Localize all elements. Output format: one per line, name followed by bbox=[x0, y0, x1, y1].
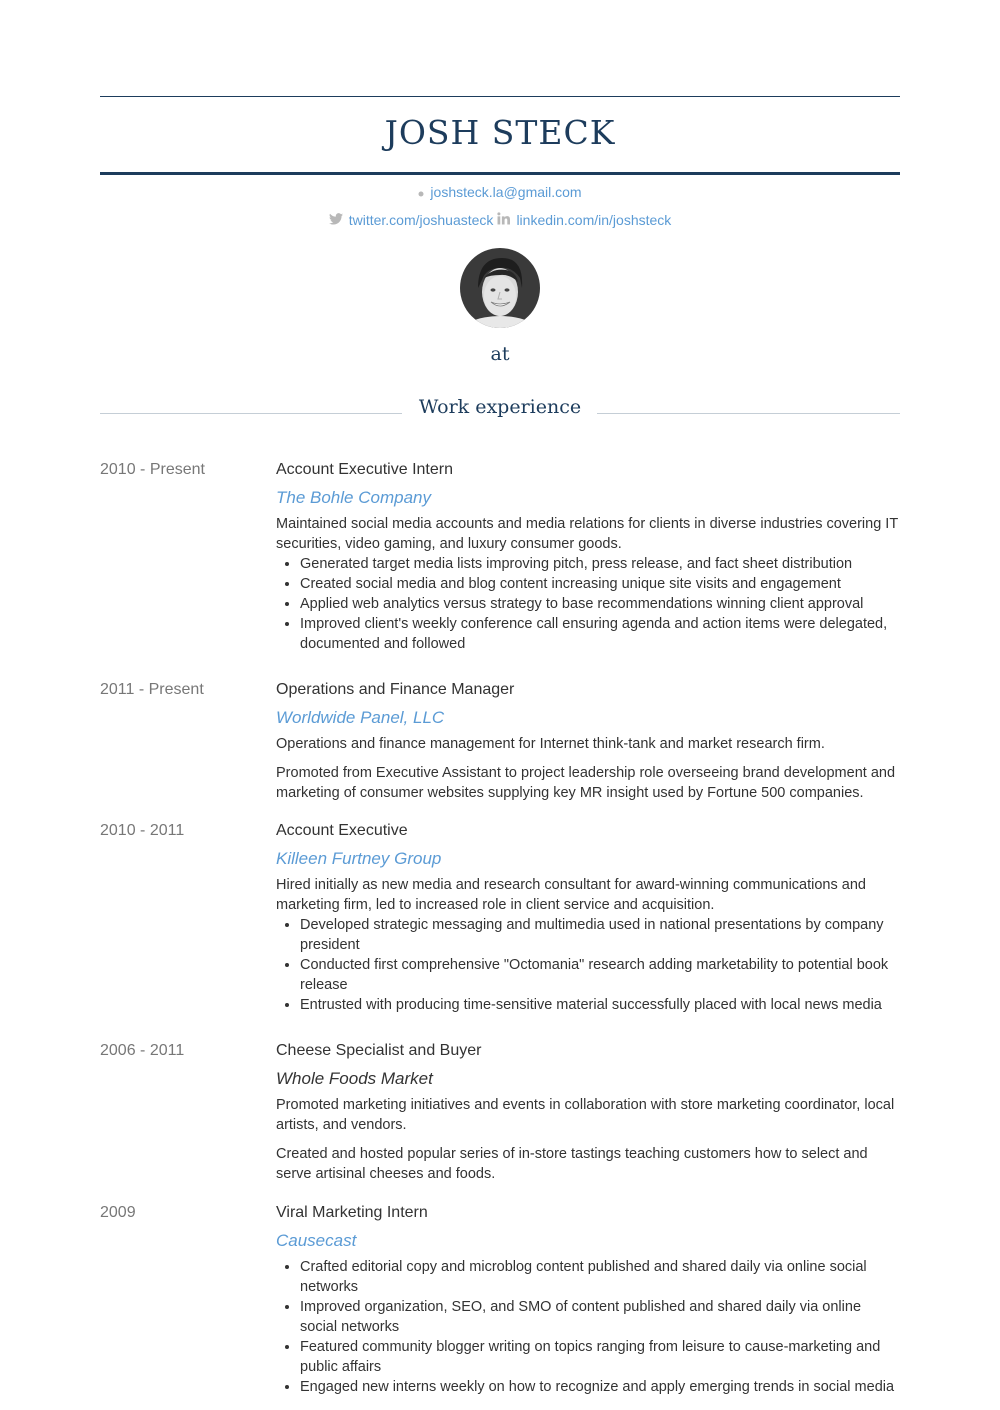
list-item: • Featured community blogger writing on topics ranging from leisure to cause-marketing and public affairs bbox=[300, 1337, 900, 1377]
job-role: Viral Marketing Intern bbox=[276, 1204, 428, 1221]
profile-photo bbox=[460, 248, 540, 328]
list-item: • Applied web analytics versus strategy to base recommendations winning client approval bbox=[300, 594, 900, 614]
current-position-label: at bbox=[490, 343, 510, 365]
job-company-link[interactable]: Killeen Furtney Group bbox=[276, 849, 442, 868]
job-bullets bbox=[276, 1257, 900, 1397]
job-description: Operations and finance management for Internet think-tank and market research firm. bbox=[276, 736, 825, 752]
job-bullets bbox=[276, 915, 900, 1015]
job-description: Promoted marketing initiatives and events in collaboration with store marketing coordinator, local artists, and vendors. bbox=[276, 1097, 895, 1133]
bullet-dot-icon bbox=[418, 182, 424, 202]
twitter-link[interactable]: twitter.com/joshuasteck bbox=[348, 212, 494, 229]
list-item: • Entrusted with producing time-sensitive material successfully placed with local news media bbox=[300, 995, 900, 1015]
job-bullets bbox=[276, 554, 900, 654]
list-item: • Engaged new interns weekly on how to recognize and apply emerging trends in social media bbox=[300, 1377, 900, 1397]
list-item: • Improved organization, SEO, and SMO of content published and shared daily via online social networks bbox=[300, 1297, 900, 1337]
job-dates: 2010 - Present bbox=[100, 461, 205, 478]
job-dates: 2009 bbox=[100, 1204, 136, 1221]
contact-row-social bbox=[100, 209, 900, 230]
list-item: • Conducted first comprehensive "Octomania" research adding marketability to potential book release bbox=[300, 955, 900, 995]
job-description: Promoted from Executive Assistant to project leadership role overseeing brand development and marketing of consumer websites supplying key MR insight used by Fortune 500 companies. bbox=[276, 765, 896, 801]
list-item: • Created social media and blog content increasing unique site visits and engagement bbox=[300, 574, 900, 594]
contact-row-email bbox=[100, 181, 900, 202]
section-title: Work experience bbox=[418, 396, 582, 418]
list-item: • Crafted editorial copy and microblog content published and shared daily via online social networks bbox=[300, 1257, 900, 1297]
list-item: • Generated target media lists improving pitch, press release, and fact sheet distribution bbox=[300, 554, 900, 574]
job-company: Whole Foods Market bbox=[276, 1069, 433, 1088]
header-bottom-rule bbox=[100, 172, 900, 175]
job-dates: 2006 - 2011 bbox=[100, 1042, 185, 1059]
job-dates: 2010 - 2011 bbox=[100, 822, 185, 839]
job-company-link[interactable]: Worldwide Panel, LLC bbox=[276, 708, 445, 727]
job-role: Account Executive bbox=[276, 822, 408, 839]
job-company-link[interactable]: The Bohle Company bbox=[276, 488, 431, 507]
job-description: Maintained social media accounts and media relations for clients in diverse industries covering IT securities, video gaming, and luxury consumer goods. bbox=[276, 516, 898, 552]
candidate-name: JOSH STECK bbox=[384, 113, 616, 152]
header-top-rule bbox=[100, 96, 900, 97]
list-item: • Improved client's weekly conference call ensuring agenda and action items were delegated, documented and followed bbox=[300, 614, 900, 654]
email-link[interactable]: joshsteck.la@gmail.com bbox=[430, 184, 582, 201]
job-company-link[interactable]: Causecast bbox=[276, 1231, 357, 1250]
job-role: Cheese Specialist and Buyer bbox=[276, 1042, 482, 1059]
job-dates: 2011 - Present bbox=[100, 681, 204, 698]
twitter-icon bbox=[329, 210, 343, 230]
job-description: Created and hosted popular series of in-store tastings teaching customers how to select and serve artisinal cheeses and foods. bbox=[276, 1146, 868, 1182]
list-item: • Developed strategic messaging and multimedia used in national presentations by company president bbox=[300, 915, 900, 955]
linkedin-icon bbox=[497, 210, 510, 230]
job-role: Account Executive Intern bbox=[276, 461, 453, 478]
job-description: Hired initially as new media and research consultant for award-winning communications and marketing firm, led to increased role in client service and acquisition. bbox=[276, 877, 866, 913]
job-role: Operations and Finance Manager bbox=[276, 681, 515, 698]
linkedin-link[interactable]: linkedin.com/in/joshsteck bbox=[516, 212, 672, 229]
work-experience-heading bbox=[100, 396, 900, 424]
